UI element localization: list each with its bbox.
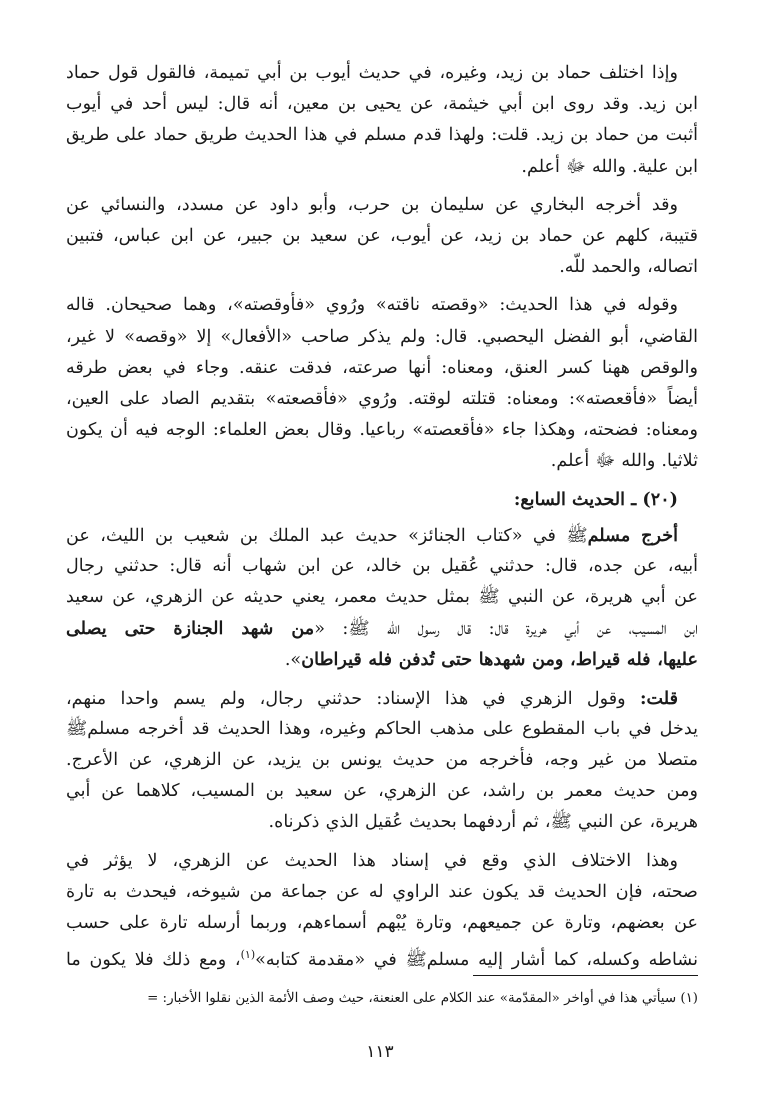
text-line: ثلاثيا. والله ﷻ أعلم. [550, 451, 698, 472]
text-line [66, 613, 698, 644]
bold-lead: أخرج مسلم [587, 524, 678, 546]
footnote-ref[interactable]: (١) [240, 948, 256, 962]
text-line: وإذا اختلف حماد بن زيد، وغيره، في حديث أيوب بن أبي تميمة، فالقول قول حماد [66, 63, 678, 83]
line-plain: ». [284, 650, 302, 671]
text-line: ابن علية. والله ﷻ أعلم. [521, 156, 698, 177]
paragraph-3 [66, 290, 698, 477]
text-line: اتصاله، والحمد للّه. [559, 257, 698, 278]
text-line: متصلا من غير وجه، فأخرجه من حديث يونس بن يزيد، عن الزهري، عن الأعرج. [66, 749, 698, 770]
text-line: ومن حديث معمر بن راشد، عن الزهري، عن سعيد بن المسيب، كلاهما عن أبي [66, 781, 698, 802]
text-line: والوقص ههنا كسر العنق، ومعناه: أنها صرعته، فدقت عنقه. وجاء في بعض طرقه [66, 357, 698, 378]
text-line: عن بعضهم، وتارة عن جميعهم، وتارة يُبْهم أسماءهم، وربما أرسله تارة على حسب [66, 912, 698, 933]
text-line: القاضي، أبو الفضل اليحصبي. قال: ولم يذكر صاحب «الأفعال» إلا «وقصه» لا غير، [66, 326, 698, 347]
page-body [66, 58, 698, 977]
line-start: نشاطه وكسله، كما أشار إليه مسلمﷺ في «مقدمة كتابه» [255, 949, 698, 970]
paragraph-2 [66, 190, 698, 284]
section-heading: (٢٠) ـ الحديث السابع: [513, 489, 678, 511]
text-line [66, 939, 698, 970]
footnote-number: (١) [680, 991, 698, 1006]
text-line: أيضاً «فأقعصته»: ومعناه: قتلته لوقته. ورُوي «فأقصعته» بتقديم الصاد على العين، [66, 388, 698, 409]
footnote-divider [473, 975, 698, 976]
text-line [66, 644, 698, 675]
last-paragraph [66, 846, 698, 971]
text-line [66, 683, 698, 714]
footnote [54, 988, 698, 1010]
text-line: وقد أخرجه البخاري عن سليمان بن حرب، وأبو داود عن مسدد، والنسائي عن [66, 194, 678, 215]
text-line: وقوله في هذا الحديث: «وقصته ناقته» ورُوي «فأوقصته»، وهما صحيحان. قاله [66, 295, 678, 316]
text-line: هريرة، عن النبي ﷺ، ثم أردفهما بحديث عُقيل الذي ذكرناه. [268, 812, 698, 833]
text-line: صحته، فإن الحديث قد يكون عند الراوي له عن جماعة من شيوخه، فيحدث به تارة [66, 881, 698, 902]
text-line: ومعناه: فضحته، وهكذا جاء «فأقعصته» رباعيا. وقال بعض العلماء: الوجه فيه أن يكون [66, 420, 698, 441]
hadith-text-bold: عليها، فله قيراط، ومن شهدها حتى تُدفن فله قيراطان [301, 649, 698, 671]
text-line: أبيه، عن جده، قال: حدثني عُقيل بن خالد، عن ابن شهاب أنه قال: حدثني رجال [66, 555, 698, 576]
page-number: ١١٣ [366, 1042, 394, 1062]
comment-paragraph [66, 683, 698, 839]
text-line: وهذا الاختلاف الذي وقع في إسناد هذا الحديث عن الزهري، لا يؤثر في [66, 850, 678, 871]
hadith-paragraph [66, 520, 698, 676]
text-line [66, 520, 698, 551]
line-rest: وقول الزهري في هذا الإسناد: حدثني رجال، ولم يسم واحدا منهم، [66, 688, 640, 709]
bold-lead: قلت: [639, 687, 678, 709]
paragraph-1 [66, 58, 698, 183]
text-line: قتيبة، كلهم عن حماد بن زيد، عن أيوب، عن سعيد بن جبير، عن ابن عباس، فتبين [66, 225, 698, 246]
line-plain: ابن المسيب، عن أبي هريرة قال: قال رسول الله ﷺ: « [314, 619, 698, 640]
footnote-text: سيأتي هذا في أواخر «المقدّمة» عند الكلام على العنعنة، حيث وصف الأئمة الذين نقلوا الأخبار: = [147, 991, 677, 1006]
text-line: يدخل في باب المقطوع على مذهب الحاكم وغيره، وهذا الحديث قد أخرجه مسلمﷺ [66, 718, 698, 739]
line-end: ، ومع ذلك فلا يكون ما [66, 949, 241, 970]
text-line: أثبت من حماد بن زيد. قلت: ولهذا قدم مسلم في هذا الحديث طريق حماد على طريق [66, 125, 698, 146]
hadith-text-bold: من شهد الجنازة حتى يصلى [66, 618, 315, 640]
line-rest: ﷺ في «كتاب الجنائز» حديث عبد الملك بن شعيب بن الليث، عن [66, 525, 588, 546]
text-line: عن أبي هريرة، عن النبي ﷺ بمثل حديث معمر، يعني حديثه عن الزهري، عن سعيد [66, 587, 698, 608]
text-line: ابن زيد. وقد روى ابن أبي خيثمة، عن يحيى بن معين، أنه قال: ليس أحد في أيوب [66, 94, 698, 115]
